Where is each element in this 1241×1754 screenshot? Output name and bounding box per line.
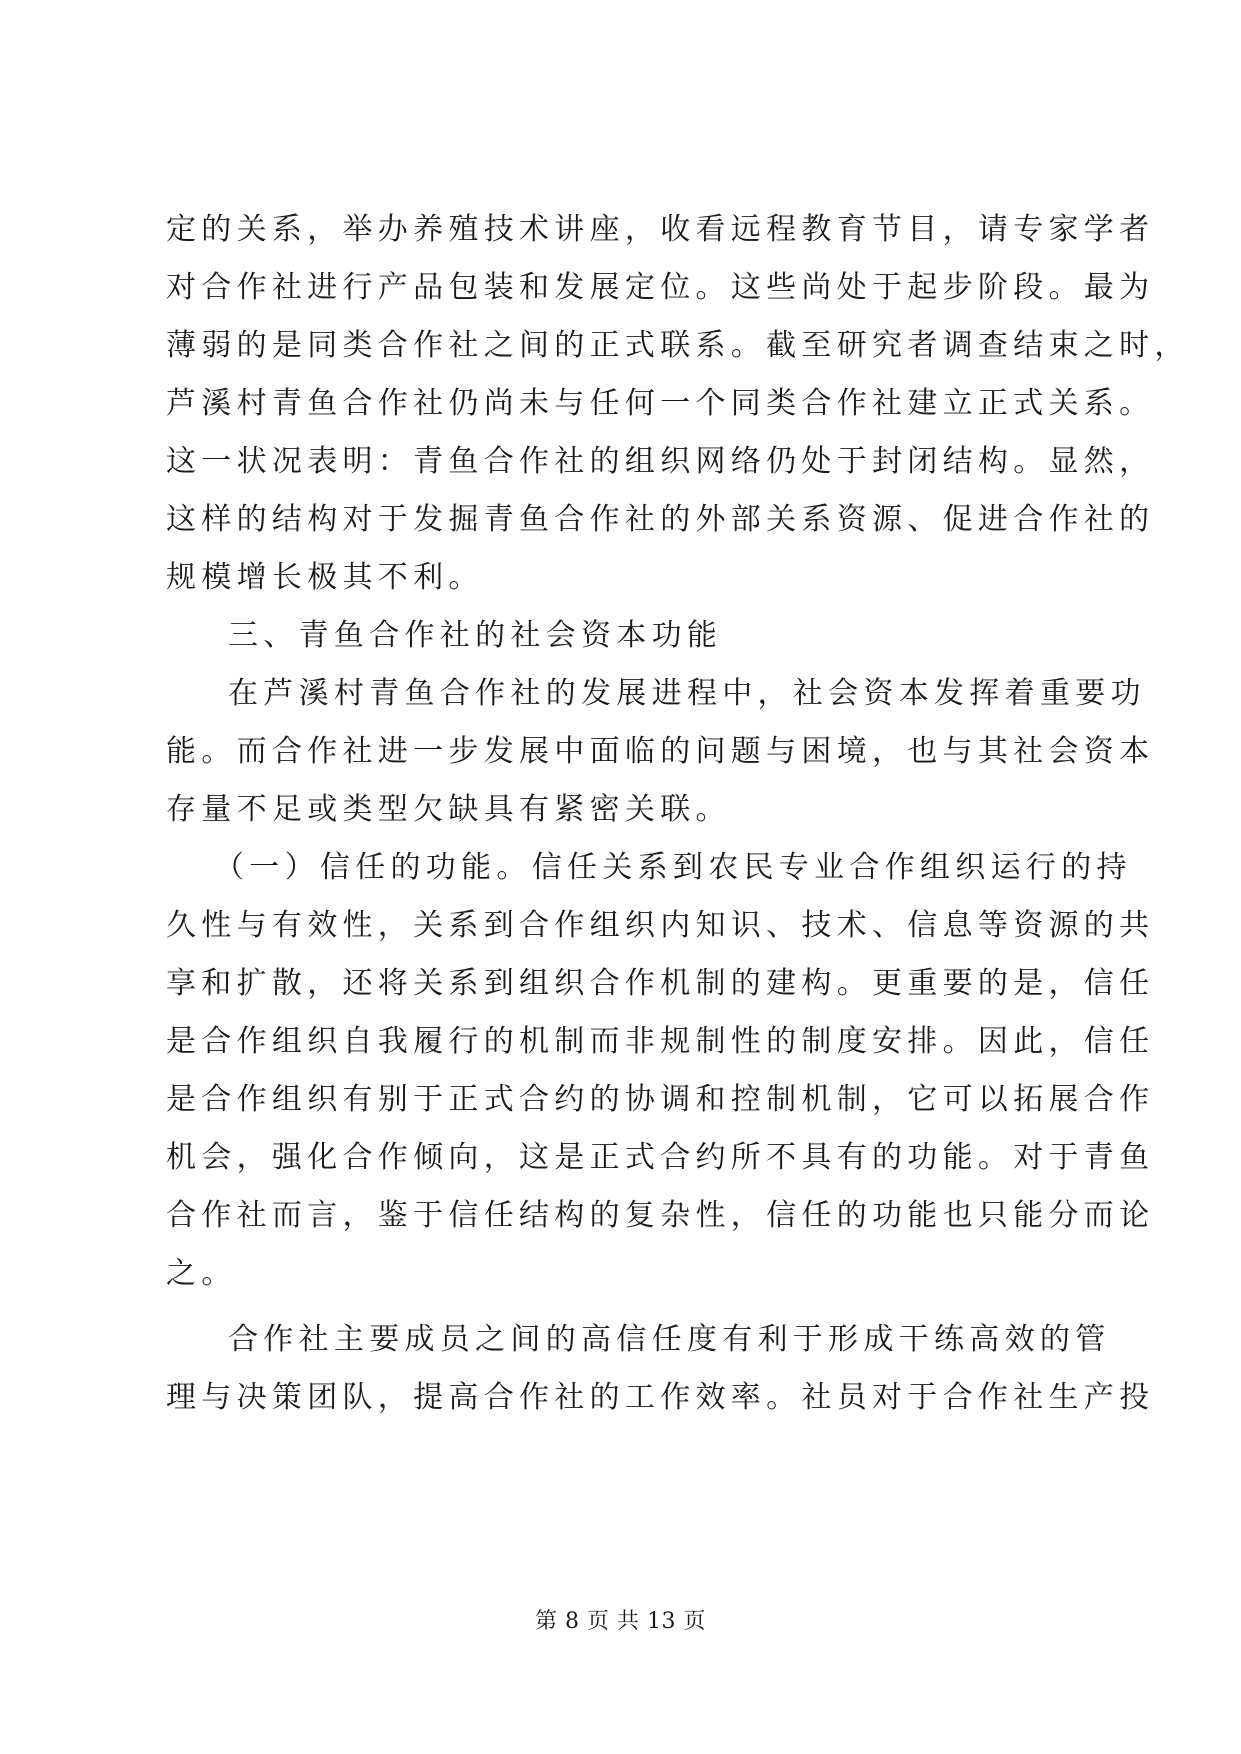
text-line-16: 是合作组织有别于正式合约的协调和控制机制，它可以拓展合作	[166, 1082, 1155, 1117]
text-line-5: 这一状况表明：青鱼合作社的组织网络仍处于封闭结构。显然，	[166, 444, 1155, 479]
subsection-heading-line: （一）信任的功能。信任关系到农民专业合作组织运行的持	[214, 850, 1132, 885]
text-line-15: 是合作组织自我履行的机制而非规制性的制度安排。因此，信任	[166, 1024, 1155, 1059]
text-line-10: 能。而合作社进一步发展中面临的问题与困境，也与其社会资本	[166, 734, 1155, 769]
text-line-13: 久性与有效性，关系到合作组织内知识、技术、信息等资源的共	[166, 908, 1155, 943]
text-line-3: 薄弱的是同类合作社之间的正式联系。截至研究者调查结束之时，	[166, 328, 1190, 363]
text-line-2: 对合作社进行产品包装和发展定位。这些尚处于起步阶段。最为	[166, 270, 1155, 305]
text-line-6: 这样的结构对于发掘青鱼合作社的外部关系资源、促进合作社的	[166, 502, 1155, 537]
section-heading: 三、青鱼合作社的社会资本功能	[228, 618, 723, 653]
text-line-21: 理与决策团队，提高合作社的工作效率。社员对于合作社生产投	[166, 1380, 1155, 1415]
text-line-1: 定的关系，举办养殖技术讲座，收看远程教育节目，请专家学者	[166, 212, 1155, 247]
text-line-19: 之。	[166, 1256, 237, 1291]
page-number-footer: 第 8 页 共 13 页	[535, 1609, 706, 1634]
text-line-4: 芦溪村青鱼合作社仍尚未与任何一个同类合作社建立正式关系。	[166, 386, 1155, 421]
text-line-18: 合作社而言，鉴于信任结构的复杂性，信任的功能也只能分而论	[166, 1198, 1155, 1233]
text-line-14: 享和扩散，还将关系到组织合作机制的建构。更重要的是，信任	[166, 966, 1155, 1001]
text-line-11: 存量不足或类型欠缺具有紧密关联。	[166, 792, 731, 827]
text-line-9: 在芦溪村青鱼合作社的发展进程中，社会资本发挥着重要功	[228, 676, 1146, 711]
text-line-20: 合作社主要成员之间的高信任度有利于形成干练高效的管	[228, 1322, 1111, 1357]
text-line-7: 规模增长极其不利。	[166, 560, 484, 595]
text-line-17: 机会，强化合作倾向，这是正式合约所不具有的功能。对于青鱼	[166, 1140, 1155, 1175]
